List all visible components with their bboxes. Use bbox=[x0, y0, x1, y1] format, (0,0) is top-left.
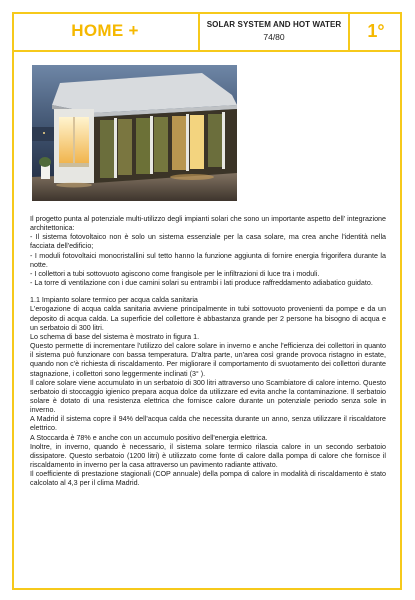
section-paragraph: Il calore solare viene accumulato in un serbatoio di 300 litri attraverso uno Scambiatore di calore interno. Questo serbatoio di stoccaggio igienico prepara acqua dolce da utilizzare ed evita anche la contaminazione. Il serbatoio solare è dotato di una resistenza elettrica che fornisce calore durante un potenziale periodo senza sole in inverno. bbox=[30, 378, 386, 415]
spacer bbox=[30, 288, 386, 296]
section-paragraph: Il coefficiente di prestazione stagionali (COP annuale) della pompa di calore in modalità di riscaldamento è stato calcolato al 4,3 per il clima Madrid. bbox=[30, 470, 386, 488]
section-paragraph: A Stoccarda è 78% e anche con un accumulo positivo dell'energia elettrica. bbox=[30, 433, 268, 442]
intro-bullet: - La torre di ventilazione con i due camini solari su entrambi i lati produce raffreddamento adiabatico guidato. bbox=[30, 279, 373, 288]
section-heading: 1.1 Impianto solare termico per acqua calda sanitaria bbox=[30, 296, 198, 305]
section-paragraph: Inoltre, in inverno, quando è necessario, il sistema solare termico rilascia calore in un secondo serbatoio dissipatore. Questo serbatoio (1200 litri) è utilizzato come fonte di calore dalla pompa di calore che fornisce il riscaldamento in inverno per la casa attraverso un pavimento radiante attivato. bbox=[30, 442, 386, 470]
section-paragraph: Lo schema di base del sistema è mostrato in figura 1. bbox=[30, 332, 200, 341]
subtitle-line-2: 74/80 bbox=[263, 32, 285, 42]
intro-bullet: - Il sistema fotovoltaico non è solo un sistema essenziale per la casa solare, ma crea anche l'identità nella facciata dell'edificio; bbox=[30, 233, 386, 251]
subtitle-line-1: SOLAR SYSTEM AND HOT WATER bbox=[206, 20, 342, 29]
house-photo bbox=[32, 65, 237, 201]
header-bar bbox=[12, 12, 402, 52]
house-photo-drawing bbox=[32, 65, 237, 201]
rank-badge: 1° bbox=[350, 12, 402, 52]
page-title: HOME + bbox=[12, 12, 200, 52]
body-text bbox=[30, 215, 386, 489]
section-paragraph: L'erogazione di acqua calda sanitaria avviene principalmente in tubi sottovuoto provenienti da pompe e da un deposito di acqua calda. La superficie del collettore è abbastanza grande per 2 persone ha bisogno di acqua e un serbatoio di 300 litri. bbox=[30, 305, 386, 332]
subtitle-box bbox=[200, 12, 350, 52]
intro-bullet: - I moduli fotovoltaici monocristallini sul tetto hanno la funzione aggiunta di fornire energia frigorifera durante la notte. bbox=[30, 251, 386, 269]
section-paragraph: Questo permette di incrementare l'utilizzo del calore solare in inverno e anche l'efficienza dei collettori in quanto il sistema può funzionare con bassa temperatura. D'altra parte, un'area così grande provoca ristagno in estate, quando non c'è richiesta di riscaldamento. Per migliorare il comportamento di svuotamento dei collettori durante stagnazione, i collettori sono leggermente inclinati (3° ). bbox=[30, 342, 386, 378]
intro-paragraph: Il progetto punta al potenziale multi-utilizzo degli impianti solari che sono un importante aspetto dell' integrazione architettonica: bbox=[30, 215, 386, 233]
section-paragraph: A Madrid il sistema copre il 94% dell'acqua calda che necessita durante un anno, senza utilizzare il riscaldatore elettrico. bbox=[30, 415, 386, 433]
intro-bullet: - I collettori a tubi sottovuoto agiscono come frangisole per le infiltrazioni di luce tra i moduli. bbox=[30, 269, 320, 278]
